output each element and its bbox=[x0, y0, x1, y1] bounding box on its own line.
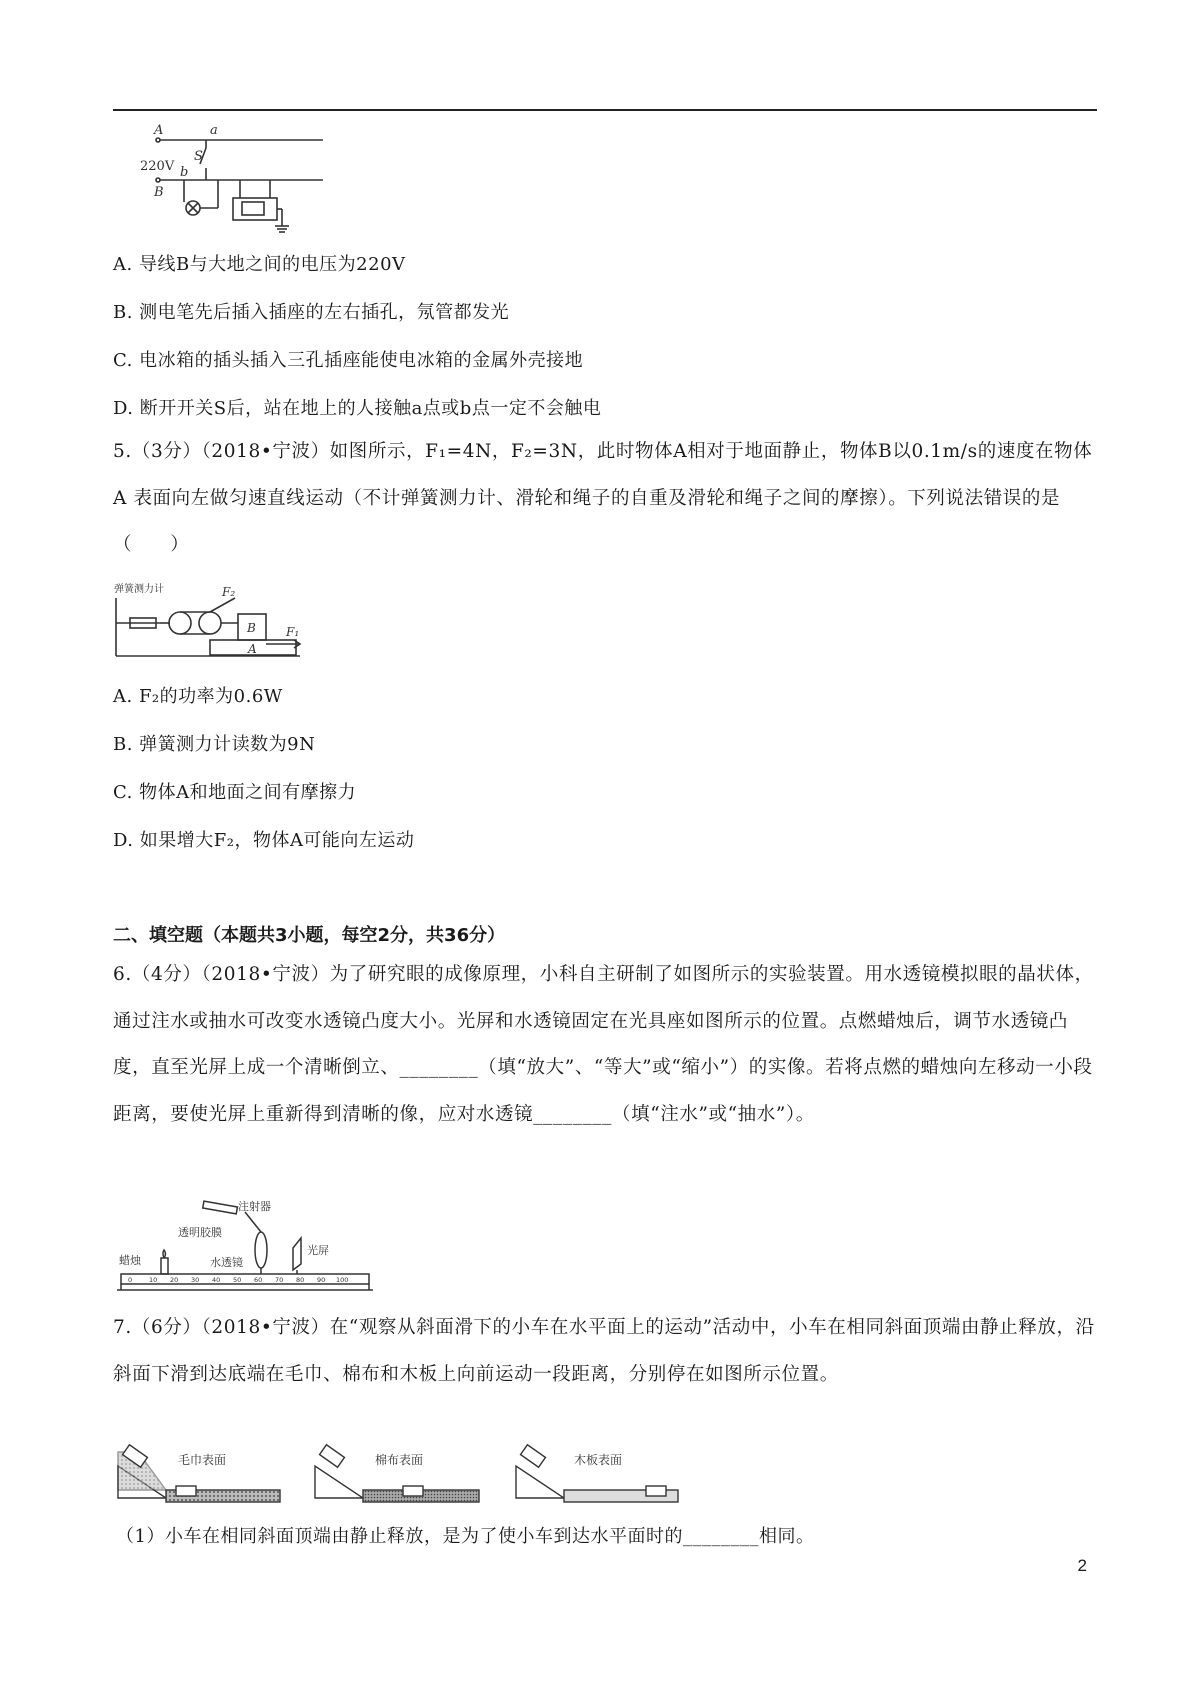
label-b: b bbox=[180, 165, 189, 180]
incline-figure-cotton bbox=[313, 1442, 485, 1506]
incline-figure-towel bbox=[116, 1442, 286, 1506]
q4-option-a: A. 导线B与大地之间的电压为220V bbox=[113, 254, 406, 275]
label-towel-surface: 毛巾表面 bbox=[178, 1453, 227, 1467]
scale-70: 70 bbox=[275, 1276, 284, 1284]
label-syringe: 注射器 bbox=[238, 1200, 271, 1213]
section-title: 二、填空题（本题共3小题，每空2分，共36分） bbox=[113, 925, 506, 946]
label-cotton-surface: 棉布表面 bbox=[375, 1453, 424, 1467]
label-A: A bbox=[154, 123, 164, 138]
scale-20: 20 bbox=[170, 1276, 179, 1284]
q5-option-c: C. 物体A和地面之间有摩擦力 bbox=[113, 782, 357, 803]
q5-option-b: B. 弹簧测力计读数为9N bbox=[113, 734, 316, 755]
label-spring-meter: 弹簧测力计 bbox=[114, 584, 164, 595]
incline-figure-wood bbox=[514, 1442, 684, 1506]
scale-60: 60 bbox=[254, 1276, 263, 1284]
scale-50: 50 bbox=[233, 1276, 242, 1284]
label-S: S bbox=[194, 149, 203, 164]
page-number: 2 bbox=[1077, 1556, 1087, 1575]
scale-100: 100 bbox=[336, 1276, 349, 1284]
scale-40: 40 bbox=[212, 1276, 221, 1284]
scale-90: 90 bbox=[317, 1276, 326, 1284]
scale-30: 30 bbox=[191, 1276, 200, 1284]
label-220V: 220V bbox=[140, 159, 175, 174]
label-film: 透明胶膜 bbox=[178, 1226, 222, 1239]
pulley-figure bbox=[110, 578, 305, 662]
scale-80: 80 bbox=[296, 1276, 305, 1284]
q7-sub1: （1）小车在相同斜面顶端由静止释放，是为了使小车到达水平面时的________相同。 bbox=[116, 1526, 815, 1547]
label-A-board: A bbox=[248, 642, 257, 656]
circuit-figure bbox=[118, 118, 328, 236]
label-wood-surface: 木板表面 bbox=[574, 1453, 623, 1467]
label-lens: 水透镜 bbox=[210, 1256, 243, 1269]
q5-stem: 5.（3分）（2018•宁波）如图所示，F₁=4N，F₂=3N，此时物体A相对于地面静止，物体B以0.1m/s的速度在物体 A 表面向左做匀速直线运动（不计弹簧测力计、滑轮和绳子的自重及滑轮和绳子之间的摩擦）。下列说法错误的是（ ） bbox=[113, 441, 1093, 555]
scale-10: 10 bbox=[149, 1276, 158, 1284]
label-F2: F₂ bbox=[222, 585, 236, 599]
label-B-block: B bbox=[247, 621, 256, 635]
optical-bench-figure bbox=[115, 1198, 380, 1298]
q6-stem: 6.（4分）（2018•宁波）为了研究眼的成像原理，小科自主研制了如图所示的实验装置。用水透镜模拟眼的晶状体，通过注水或抽水可改变水透镜凸度大小。光屏和水透镜固定在光具座如图所示的位置。点燃蜡烛后，调节水透镜凸度，直至光屏上成一个清晰倒立、________（填“放大”、“等大”或“缩小”）的实像。若将点燃的蜡烛向左移动一小段距离，要使光屏上重新得到清晰的像，应对水透镜________（填“注水”或“抽水”）。 bbox=[113, 964, 1094, 1125]
q7-stem: 7.（6分）（2018•宁波）在“观察从斜面滑下的小车在水平面上的运动”活动中，小车在相同斜面顶端由静止释放，沿斜面下滑到达底端在毛巾、棉布和木板上向前运动一段距离，分别停在如图所示位置。 bbox=[113, 1317, 1095, 1385]
q5-option-d: D. 如果增大F₂，物体A可能向左运动 bbox=[113, 830, 415, 851]
label-screen: 光屏 bbox=[307, 1244, 329, 1257]
q5-option-a: A. F₂的功率为0.6W bbox=[113, 686, 283, 707]
header-rule bbox=[113, 109, 1097, 111]
scale-0: 0 bbox=[128, 1276, 133, 1284]
q4-option-d: D. 断开开关S后，站在地上的人接触a点或b点一定不会触电 bbox=[113, 398, 602, 419]
label-candle: 蜡烛 bbox=[119, 1254, 141, 1267]
q4-option-b: B. 测电笔先后插入插座的左右插孔，氖管都发光 bbox=[113, 302, 510, 323]
label-a: a bbox=[210, 123, 218, 138]
q4-option-c: C. 电冰箱的插头插入三孔插座能使电冰箱的金属外壳接地 bbox=[113, 350, 584, 371]
label-F1: F₁ bbox=[286, 625, 300, 639]
label-B: B bbox=[154, 185, 164, 200]
